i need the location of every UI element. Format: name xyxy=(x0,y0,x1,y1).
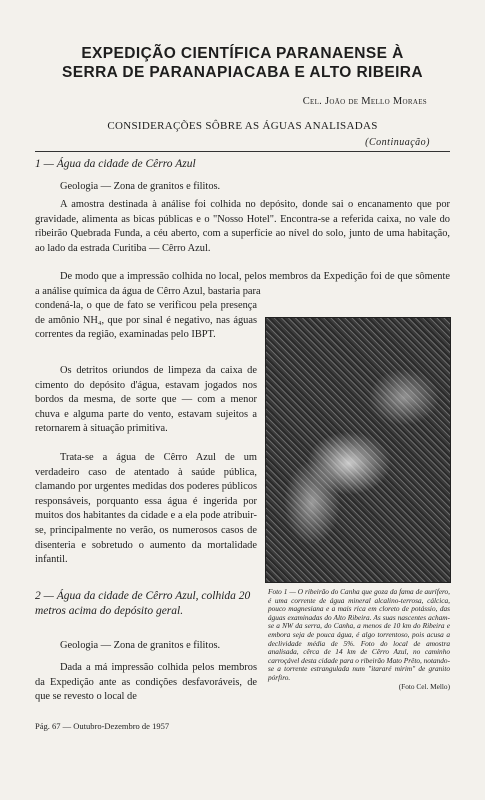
section-1-paragraph-2: De modo que a impressão colhida no local, pelos membros da Expedição foi de que sômente a análise química da água de Cêrro Azul, bastaria para xyxy=(35,271,450,297)
section-1-paragraph-1: A amostra destinada à análise foi colhida no depósito, donde sai o encanamento que por gravidade, alimenta as bicas públicas e o "Nosso Hotel". Encontra-se a referida caixa, no vale do ribeirão Quebrada Funda, a céu aberto, com a superfície ao nível do solo, junto de uma habitação, ao lado da estrada Curitiba — Cêrro Azul. xyxy=(35,199,450,254)
photo-caption-text: Foto 1 — O ribeirão do Canha que goza da fama de aurífero, é uma corrente de água mineral alcalino-terrosa, cálcica, pouco magnesiana e a mais rica em cloreto de potássio, das águas examinadas do Alto Ribeira. As suas nascentes acham-se a NW da serra, do Canha, a menos de 10 km do Ribeira e embora seja de pouca água, é algo torrentoso, pois acusa a declividade média de 5%. Foto do local de amostra analisada, cêrca de 14 km de Cêrro Azul, no caminho carroçável desta cidade para o ribeirão Mato Prêto, notando-se a torrente estrangulada num "itararé mirim" de granito pórfiro. xyxy=(268,587,450,682)
section-2-paragraph-1: Dada a má impressão colhida pelos membros da Expedição ante as condições desfavoráveis, de que se revesto o local de xyxy=(35,662,257,703)
photo-caption xyxy=(268,588,450,691)
header-rule xyxy=(35,151,450,152)
continuation-note: (Continuação) xyxy=(365,137,430,148)
section-1-geology: Geologia — Zona de granitos e filitos. xyxy=(60,181,221,192)
section-subtitle: CONSIDERAÇÕES SÔBRE AS ÁGUAS ANALISADAS xyxy=(107,120,378,132)
article-title-line-1: EXPEDIÇÃO CIENTÍFICA PARANAENSE À xyxy=(81,45,404,62)
section-1-paragraph-3: Os detritos oriundos de limpeza da caixa de cimento do depósito d'água, estavam jogados nos bordos da mesma, de sorte que — com a menor chuva e alguma parte do vento, estavam sujeitos a retornarem à situação primitiva. xyxy=(35,365,257,435)
section-1-paragraph-4: Trata-se a água de Cêrro Azul de um verdadeiro caso de atentado à saúde pública, clamando por urgentes medidas dos poderes públicos responsáveis, porquanto essa água é ingerida por muitos dos habitantes da cidade e a ela pode atribuir-se, principalmente no verão, os numerosos casos de disenteria e sobretudo o aumento da mortalidade infantil. xyxy=(35,452,257,566)
section-1-heading: 1 — Água da cidade de Cêrro Azul xyxy=(35,158,196,170)
photo-credit: (Foto Cel. Mello) xyxy=(398,681,450,691)
section-2-geology: Geologia — Zona de granitos e filitos. xyxy=(60,640,221,651)
page-footer: Pág. 67 — Outubro-Dezembro de 1957 xyxy=(35,721,170,731)
author-name: Cel. João de Mello Moraes xyxy=(302,96,427,107)
section-2-heading: 2 — Água da cidade de Cêrro Azul, colhida 20 metros acima do depósito geral. xyxy=(35,590,251,617)
section-1-paragraph-2-cont: condená-la, o que de fato se verificou pela presença de amônio NH₄, que por sinal é negativo, nas águas correntes da região, examinadas pelo IBPT. xyxy=(35,300,257,341)
article-title-line-2: SERRA DE PARANAPIACABA E ALTO RIBEIRA xyxy=(62,64,423,81)
stream-photo xyxy=(265,317,451,583)
